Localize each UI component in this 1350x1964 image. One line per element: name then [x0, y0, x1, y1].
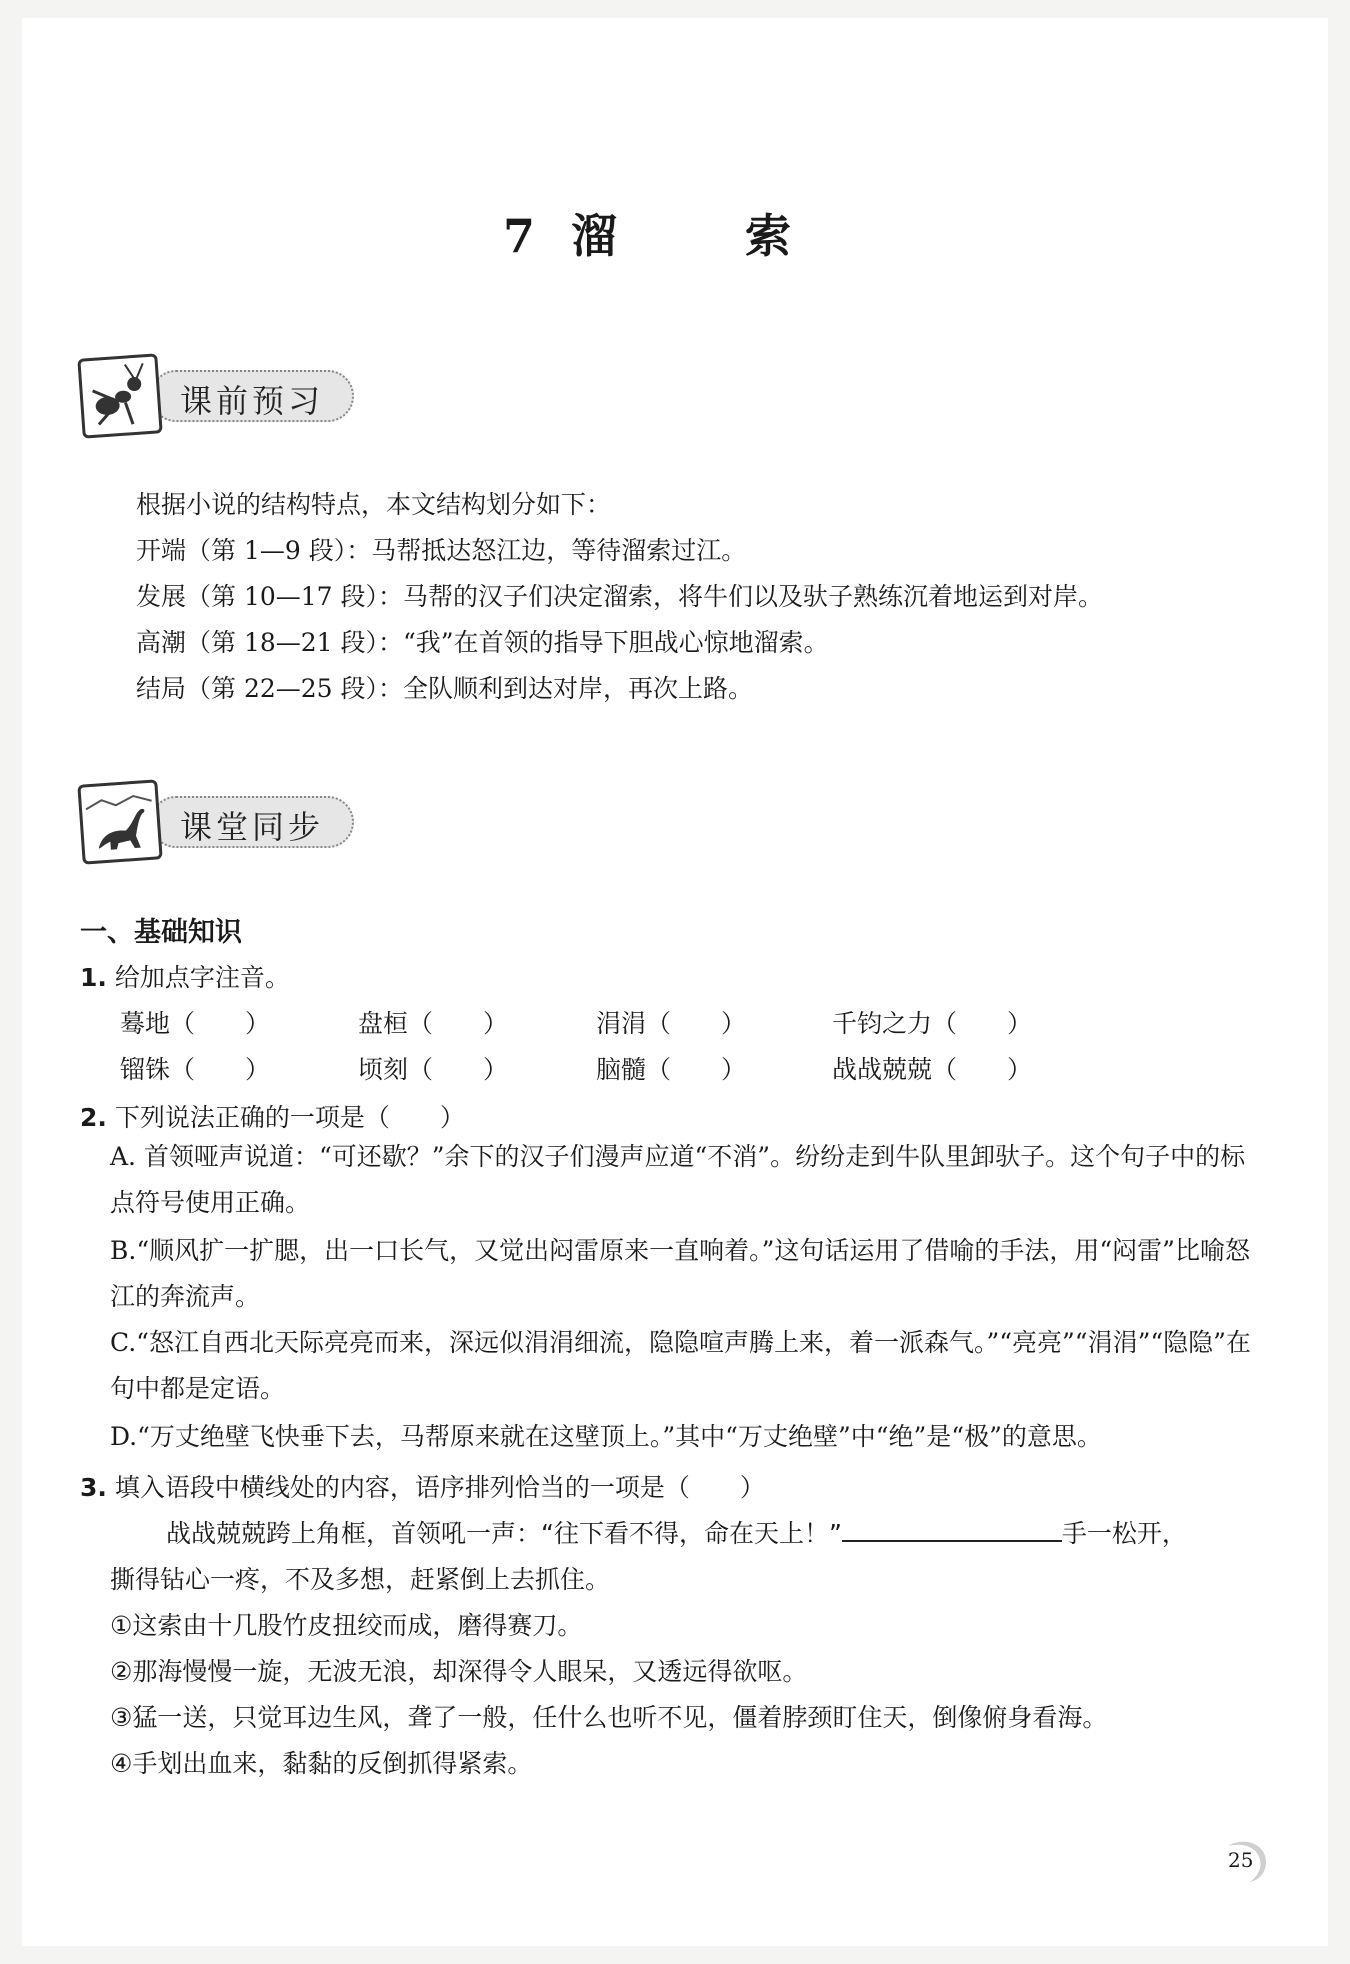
q2-option-a: A. 首领哑声说道：“可还歇？”余下的汉子们漫声应道“不消”。纷纷走到牛队里卸驮子。这个句子中的标点符号使用正确。	[110, 1142, 1246, 1217]
preview-line-5: 结局（第 22—25 段）：全队顺利到达对岸，再次上路。	[136, 674, 754, 703]
q1-item: 蓦地（ ）	[120, 1009, 271, 1038]
question-3-number: 3.	[80, 1473, 107, 1502]
preview-line-3: 发展（第 10—17 段）：马帮的汉子们决定溜索，将牛们以及驮子熟练沉着地运到对岸。	[136, 582, 1104, 611]
preview-banner	[80, 356, 380, 436]
preview-line-1: 根据小说的结构特点，本文结构划分如下：	[136, 490, 612, 519]
preview-line-4: 高潮（第 18—21 段）：“我”在首领的指导下胆战心惊地溜索。	[136, 628, 829, 657]
q1-item: 盘桓（ ）	[358, 1009, 509, 1038]
page-number: 25	[1228, 1848, 1254, 1872]
ant-icon	[77, 353, 162, 438]
q3-passage-line-2: 撕得钻心一疼，不及多想，赶紧倒上去抓住。	[110, 1565, 611, 1594]
q3-passage-line-1	[166, 1514, 1187, 1550]
q3-item-3: ③猛一送，只觉耳边生风，聋了一般，任什么也听不见，僵着脖颈盯住天，倒像俯身看海。	[110, 1703, 1108, 1732]
q2-option-d: D.“万丈绝壁飞快垂下去，马帮原来就在这壁顶上。”其中“万丈绝壁”中“绝”是“极”的意思。	[110, 1422, 1102, 1451]
sync-banner	[80, 782, 380, 862]
lesson-title-text: 溜 索	[571, 209, 848, 263]
q1-item: 战战兢兢（ ）	[832, 1055, 1033, 1084]
question-2-text: 下列说法正确的一项是（ ）	[114, 1103, 465, 1132]
question-1-text: 给加点字注音。	[114, 963, 290, 992]
preview-banner-label: 课前预习	[180, 382, 325, 420]
q3-item-2: ②那海慢慢一旋，无波无浪，却深得令人眼呆，又透远得欲呕。	[110, 1657, 808, 1686]
q3-item-4: ④手划出血来，黏黏的反倒抓得紧索。	[110, 1749, 533, 1778]
q3-item-1: ①这索由十几股竹皮扭绞而成，磨得赛刀。	[110, 1611, 583, 1640]
q1-item: 脑髓（ ）	[596, 1055, 747, 1084]
lesson-number: 7	[502, 209, 537, 263]
question-3	[80, 1468, 765, 1504]
q1-item: 千钧之力（ ）	[832, 1009, 1033, 1038]
q2-option-b: B.“顺风扩一扩腮，出一口长气，又觉出闷雷原来一直响着。”这句话运用了借喻的手法，用“闷雷”比喻怒江的奔流声。	[110, 1236, 1250, 1311]
preview-line-2: 开端（第 1—9 段）：马帮抵达怒江边，等待溜索过江。	[136, 536, 747, 565]
q2-option-c: C.“怒江自西北天际亮亮而来，深远似涓涓细流，隐隐喧声腾上来，着一派森气。”“亮亮”“涓涓”“隐隐”在句中都是定语。	[110, 1328, 1251, 1403]
q1-item: 涓涓（ ）	[596, 1009, 747, 1038]
question-2	[80, 1098, 465, 1134]
question-3-text: 填入语段中横线处的内容，语序排列恰当的一项是（ ）	[114, 1473, 765, 1502]
section-heading: 一、基础知识	[80, 917, 242, 948]
sync-banner-label: 课堂同步	[180, 808, 325, 846]
question-2-number: 2.	[80, 1103, 107, 1132]
q1-item: 顷刻（ ）	[358, 1055, 509, 1084]
question-1	[80, 958, 290, 994]
q3-blank[interactable]	[842, 1518, 1062, 1542]
page-number-badge	[1222, 1836, 1270, 1882]
question-1-number: 1.	[80, 963, 107, 992]
q3-passage-end: 手一松开，	[1061, 1519, 1187, 1548]
lesson-title	[0, 200, 1350, 266]
q1-item: 镏铢（ ）	[120, 1055, 271, 1084]
q3-passage-start: 战战兢兢跨上角框，首领吼一声：“往下看不得，命在天上！”	[166, 1519, 842, 1548]
dinosaur-icon	[77, 779, 162, 864]
